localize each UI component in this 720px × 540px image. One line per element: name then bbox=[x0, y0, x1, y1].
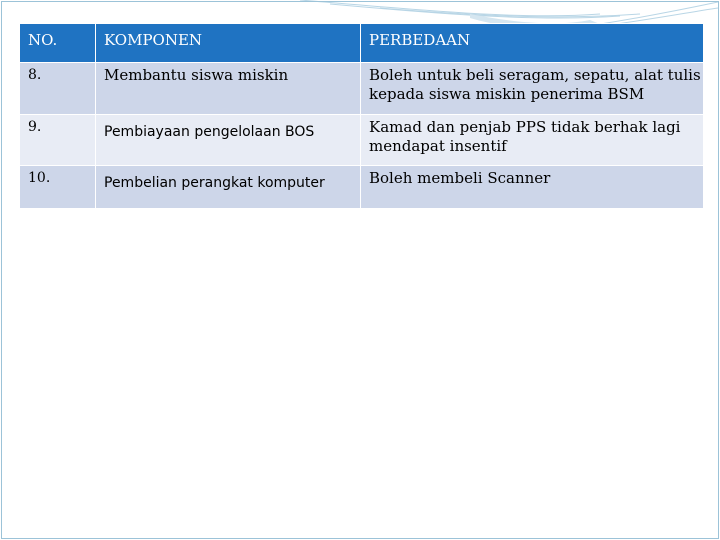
table-row bbox=[20, 115, 704, 166]
header-komponen: KOMPONEN bbox=[96, 24, 361, 63]
cell-no: 10. bbox=[20, 166, 96, 209]
header-no: NO. bbox=[20, 24, 96, 63]
comparison-table bbox=[19, 23, 704, 209]
cell-no: 9. bbox=[20, 115, 96, 166]
table-header-row bbox=[20, 24, 704, 63]
header-perbedaan: PERBEDAAN bbox=[361, 24, 704, 63]
cell-komponen: Membantu siswa miskin bbox=[96, 63, 361, 115]
table-row bbox=[20, 166, 704, 209]
cell-no: 8. bbox=[20, 63, 96, 115]
cell-perbedaan: Kamad dan penjab PPS tidak berhak lagi mendapat insentif bbox=[361, 115, 704, 166]
cell-komponen: Pembelian perangkat komputer bbox=[96, 166, 361, 209]
table-row bbox=[20, 63, 704, 115]
cell-perbedaan: Boleh membeli Scanner bbox=[361, 166, 704, 209]
cell-perbedaan: Boleh untuk beli seragam, sepatu, alat tulis kepada siswa miskin penerima BSM bbox=[361, 63, 704, 115]
cell-komponen: Pembiayaan pengelolaan BOS bbox=[96, 115, 361, 166]
